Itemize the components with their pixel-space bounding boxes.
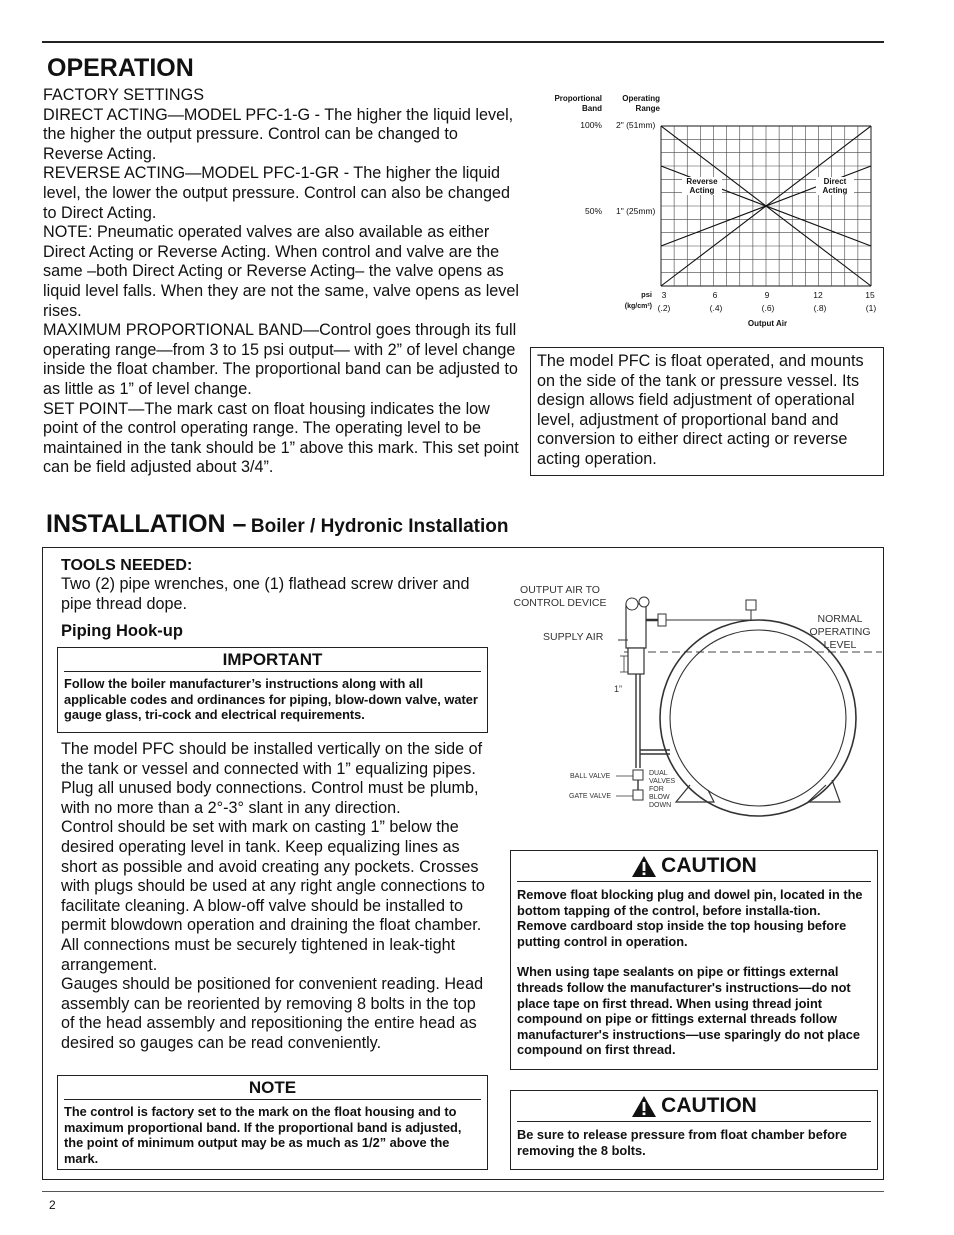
chart-xlabel: Output Air — [747, 319, 788, 328]
operation-heading: OPERATION — [47, 54, 194, 82]
note-text: The control is factory set to the mark on the float housing and to maximum proportional band. If the proportional band is adjusted, the point of minimum output may be as much as 1/2” above the mark. — [64, 1104, 462, 1166]
install-paragraph-1: The model PFC should be installed vertically on the side of the tank or vessel and connected with 1” equalizing pipes. Plug all unused body connections. Control must be plumb, with no more than a 2°-3° slant in any direction. — [61, 740, 483, 817]
chart-header-range: Operating Range — [622, 94, 660, 113]
chart-xtick-15: 15 — [865, 290, 875, 300]
factory-settings: FACTORY SETTINGS — [43, 86, 205, 104]
chart-xtick-6: 6 — [712, 290, 718, 300]
supply-air-label: SUPPLY AIR — [543, 631, 604, 643]
operation-text — [43, 86, 521, 478]
gate-valve-label: GATE VALVE — [569, 793, 612, 800]
series-label-direct: Direct Acting — [816, 177, 854, 195]
installation-text — [61, 740, 493, 1054]
chart-ylabel-100: 100% — [580, 120, 602, 130]
output-air-label: OUTPUT AIR TO CONTROL DEVICE — [513, 584, 607, 609]
piping-heading: Piping Hook-up — [61, 622, 183, 640]
caution-box-2 — [510, 1090, 878, 1170]
bottom-rule — [42, 1191, 884, 1192]
series-label-reverse: Reverse Acting — [682, 177, 722, 195]
caution-1-para-1: Remove float blocking plug and dowel pin, located in the bottom tapping of the control, before installa-tion. Remove cardboard stop inside the top housing before putting control in operation. — [517, 887, 863, 949]
chart-xtick-metric-8: (.8) — [813, 303, 827, 313]
chart-plot-area — [660, 125, 872, 287]
normal-level-label: NORMAL OPERATING LEVEL — [809, 613, 871, 651]
chart-x-unit-psi: psi — [641, 290, 652, 299]
installation-heading — [46, 510, 509, 539]
important-box — [57, 647, 488, 733]
tank-diagram — [500, 580, 884, 820]
important-title: IMPORTANT — [64, 648, 481, 672]
important-text: Follow the boiler manufacturer’s instructions along with all applicable codes and ordinances for piping, blow-down valve, water gauge glass, tri-cock and electrical requirements. — [64, 676, 478, 723]
tools-heading: TOOLS NEEDED: — [61, 557, 193, 574]
chart-xtick-metric-4: (.4) — [709, 303, 723, 313]
caution-text-1 — [511, 882, 877, 1063]
chart-header-band: Proportional Band — [554, 94, 602, 113]
proportional-band-chart — [540, 90, 884, 335]
one-inch-label: 1” — [614, 684, 623, 694]
caution-title-2 — [517, 1091, 871, 1122]
pfc-description-text: The model PFC is float operated, and mounts on the side of the tank or pressure vessel. Its design allows field adjustment of operational level, adjustment of proportional band and conversion to either direct acting or reverse acting operation. — [537, 352, 864, 468]
dual-valves-label: DUAL VALVES FOR BLOW DOWN — [649, 770, 676, 809]
note-title: NOTE — [64, 1076, 481, 1100]
chart-x-unit-metric: (kg/cm²) — [624, 303, 652, 310]
chart-xtick-9: 9 — [764, 290, 770, 300]
direct-acting-paragraph: DIRECT ACTING—MODEL PFC-1-G - The higher the liquid level, the higher the output pressure. Control can be changed to Reverse Acting. — [43, 105, 514, 163]
installation-subtitle: Boiler / Hydronic Installation — [250, 516, 509, 537]
warning-icon — [631, 855, 657, 878]
caution-1-spacer — [517, 949, 871, 964]
caution-1-para-2: When using tape sealants on pipe or fittings external threads follow the manufacturer's instructions—do not place tape on first thread. When using thread joint compound on pipe or fittings external threads follow manufacturer's instructions—use sparingly do not place compound on first thread. — [517, 964, 860, 1058]
max-band-paragraph: MAXIMUM PROPORTIONAL BAND—Control goes through its full operating range—from 3 to 15 psi output— with 2” of level change inside the float chamber. The proportional band can be adjusted to as little as 1” of level change. — [43, 321, 518, 398]
warning-icon — [631, 1095, 657, 1118]
install-paragraph-3: Gauges should be positioned for convenient reading. Head assembly can be reoriented by removing 8 bolts in the top of the head assembly and repositioning the entire head as desired so gauges can be read conveniently. — [61, 975, 484, 1052]
note-box — [57, 1075, 488, 1170]
caution-label-2: CAUTION — [661, 1094, 757, 1117]
chart-xtick-metric-2: (.2) — [657, 303, 671, 313]
pfc-description-box — [530, 347, 884, 476]
chart-ylabel-50: 50% — [584, 206, 602, 216]
chart-xtick-metric-1: (1) — [865, 303, 877, 313]
chart-xtick-12: 12 — [813, 290, 823, 300]
caution-box-1 — [510, 850, 878, 1070]
caution-title-1 — [517, 851, 871, 882]
installation-title: INSTALLATION – — [46, 510, 247, 538]
caution-label-1: CAUTION — [661, 854, 757, 877]
chart-xtick-metric-6: (.6) — [761, 303, 775, 313]
note-paragraph: NOTE: Pneumatic operated valves are also available as either Direct Acting or Reverse Acting. When control and valve are the same –both Direct Acting or Reverse Acting– the valve opens as liquid level falls. When they are not the same, valve opens as level rises. — [43, 223, 519, 320]
set-point-paragraph: SET POINT—The mark cast on float housing indicates the low point of the control operating range. The operating level to be maintained in the tank should be 1” above this mark. This set point can be field adjusted about 3/4”. — [43, 399, 519, 477]
top-rule — [42, 41, 884, 43]
chart-range-2in: 2" (51mm) — [616, 120, 656, 130]
chart-range-1in: 1" (25mm) — [616, 206, 656, 216]
install-paragraph-2: Control should be set with mark on casting 1” below the desired operating level in tank. Keep equalizing lines as short as possible and avoid creating any pockets. Crosses with plugs should be used at any right angle connections to facilitate cleaning. A blow-off valve should be installed to permit blowdown operation and draining the float chamber. All connections must be securely tightened in leak-tight arrangement. — [61, 818, 485, 974]
page-number: 2 — [49, 1198, 56, 1212]
caution-text-2: Be sure to release pressure from float chamber before removing the 8 bolts. — [517, 1127, 847, 1158]
reverse-acting-paragraph: REVERSE ACTING—MODEL PFC-1-GR - The higher the liquid level, the lower the output pressure. Control can also be changed to Direct Acting. — [43, 164, 511, 222]
chart-xtick-3: 3 — [661, 290, 667, 300]
ball-valve-label: BALL VALVE — [570, 773, 611, 780]
tools-text: Two (2) pipe wrenches, one (1) flathead screw driver and pipe thread dope. — [61, 575, 470, 613]
